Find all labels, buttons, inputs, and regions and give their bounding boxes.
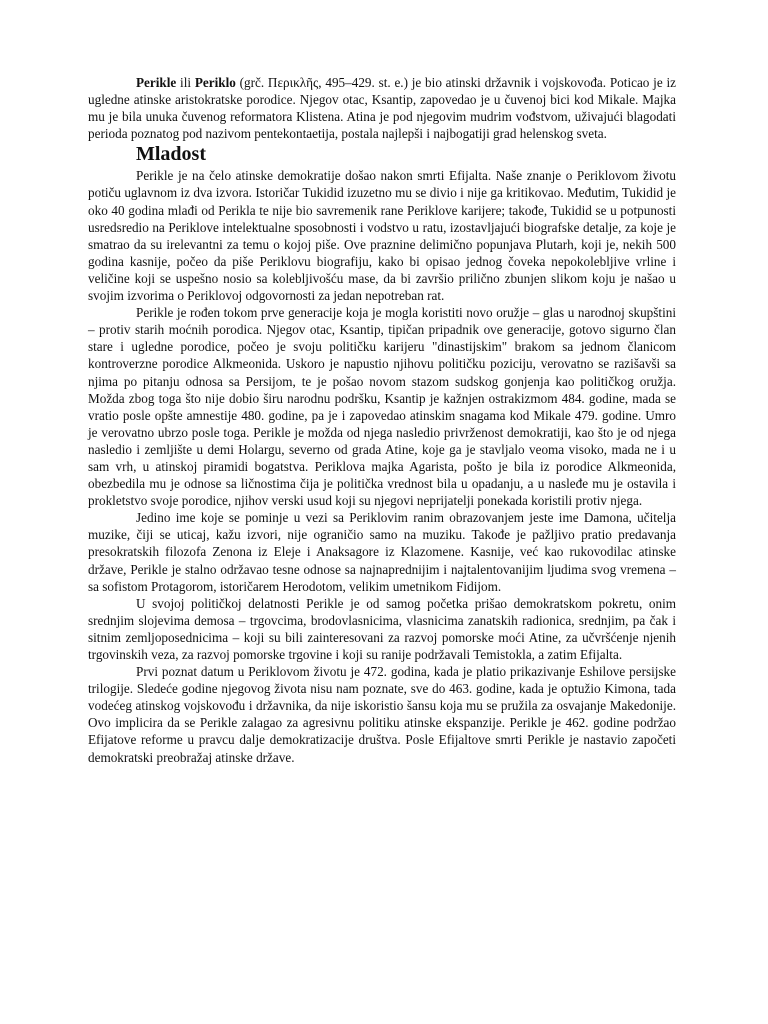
document-page — [88, 74, 676, 766]
section-heading: Mladost — [136, 143, 206, 166]
article-subject-alt-name: Periklo — [194, 75, 236, 90]
body-paragraph-5: Prvi poznat datum u Periklovom životu je 472. godina, kada je platio prikazivanje Eshilove persijske trilogije. Sledeće godine njegovog života nisu nam poznate, sve do 463. godine, kada je optužio Kimona, tada vodećeg atinskog vojskovođu i državnika, da nije iskoristio šansu koja mu se pružila za osvajanje Makedonije. Ovo implicira da se Perikle zalagao za agresivnu politiku atinske ekspanzije. Perikle je 462. godine podržao Efijatove reforme u pravcu dalje demokratizacije društva. Posle Efijaltove smrti Perikle je nastavio započeti demokratski preobražaj atinske države. — [88, 664, 676, 765]
body-paragraph-3: Jedino ime koje se pominje u vezi sa Periklovim ranim obrazovanjem jeste ime Damona, učitelja muzike, čiji se uticaj, kažu izvori, nije ograničio samo na muziku. Takođe je pažljivo pratio predavanja presokratskih filozofa Zenona iz Eleje i Anaksagore iz Klazomene. Kasnije, već kao rukovodilac atinske države, Perikle je stalno održavao tesne odnose sa najnaprednijim i najtalentovanijim ljudima svog vremena – sa sofistom Protagorom, istoričarem Herodotom, velikim umetnikom Fidijom. — [88, 510, 676, 594]
body-paragraph-2: Perikle je rođen tokom prve generacije koja je mogla koristiti novo oružje – glas u narodnoj skupštini – protiv starih moćnih porodica. Njegov otac, Ksantip, tipičan pripadnik ove generacije, gotovo sigurno član stare i ugledne porodice, počeo je svoju političku karijeru "dinastijskim" brakom sa jednom članicom kontroverzne porodice Alkmeonida. Uskoro je napustio njihovu političku poziciju, verovatno se razišavši sa njima po pitanju odnosa sa Persijom, te je pošao novom stazom sudskog gonjenja kao političkog oružja. Možda zbog toga što nije dobio širu narodnu podršku, Ksantip je kažnjen ostrakizmom 484. godine, mada se vratio posle opšte amnestije 480. godine, pa je i zapovedao atinskim snagama kod Mikale 479. godine. Umro je verovatno ubrzo posle toga. Perikle je možda od njega nasledio privrženost demokratiji, kao što je od njega nasledio i zemljište u demi Holargu, severno od grada Atine, koje ga je stavljalo veoma visoko, mada ne i u sam vrh, u atinskoj piramidi bogatstva. Periklova majka Agarista, pošto je bila iz porodice Alkmeonida, obezbedila mu je odnose sa ličnostima čija je politička vrednost bila u opadanju, a u nasleđe mu je ostavila i prokletstvo svoje porodice, njihov verski usud koji su njegovi neprijatelji ponekada koristili protiv njega. — [88, 305, 676, 509]
name-connector: ili — [176, 75, 195, 90]
intro-paragraph — [88, 74, 676, 142]
intro-text: (grč. Περικλῆς, 495–429. st. e.) je bio atinski državnik i vojskovođa. Poticao je iz ugledne atinske aristokratske porodice. Njegov otac, Ksantip, zapovedao je u čuvenoj bici kod Mikale. Majka mu je bila unuka čuvenog reformatora Klistena. Atina je pod njegovim mudrim vođstvom, uživajući blagodati perioda poznatog pod nazivom pentekontaetija, postala najlepši i najbogatiji grad helenskog sveta. — [88, 75, 676, 142]
article-subject-name: Perikle — [136, 75, 177, 90]
body-paragraph-1: Perikle je na čelo atinske demokratije došao nakon smrti Efijalta. Naše znanje o Periklovom životu potiču uglavnom iz dva izvora. Istoričar Tukidid izuzetno mu se divio i nije ga kritikovao. Međutim, Tukidid je oko 40 godina mlađi od Perikla te nije bio savremenik rane Periklove karijere; takođe, Tukidid se u potpunosti usredsredio na Periklove intelektualne sposobnosti i vodstvo u ratu, izostavljajući biografske detalje, za koje je smatrao da su irelevantni za temu o kojoj piše. Ove praznine delimično popunjava Plutarh, koji je, nekih 500 godina kasnije, počeo da piše Periklovu biografiju, kako bi opisao jednog čoveka nepokolebljive vrline i veličine koji se uspešno nosio sa kolebljivošću mase, da bi završio prilično zbunjen slikom koju je našao u svojim izvorima o Periklovoj odgovornosti za jedan nepotreban rat. — [88, 168, 676, 304]
body-paragraph-4: U svojoj političkoj delatnosti Perikle je od samog početka prišao demokratskom pokretu, onim srednjim slojevima demosa – trgovcima, brodovlasnicima, vlasnicima zanatskih radionica, srednjim, pa čak i sitnim zemljoposednicima – koji su bili zainteresovani za razvoj pomorske moći Atine, za učvršćenje njenih trgovinskih veza, za razvoj pomorske trgovine i koji su ranije podržavali Temistokla, a zatim Efijalta. — [88, 595, 676, 662]
